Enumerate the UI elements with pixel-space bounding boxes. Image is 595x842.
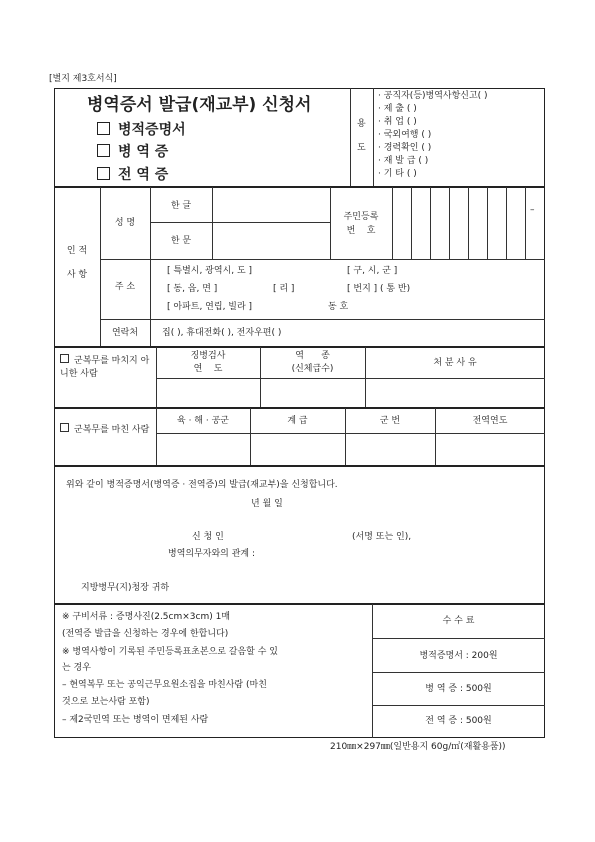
form-title: 병역증서 발급(재교부) 신청서: [87, 95, 312, 115]
branch-field[interactable]: [157, 434, 249, 464]
contact-field[interactable]: 집( ), 휴대전화( ), 전자우편( ): [162, 328, 282, 338]
applicant-label: 신 청 인: [192, 532, 224, 542]
declaration-text: 위와 같이 병적증명서(병역증 · 전역증)의 발급(재교부)을 신청합니다.: [66, 480, 338, 490]
purpose-item[interactable]: · 공직자(등)병역사항신고( ): [378, 91, 488, 101]
checkbox-icon[interactable]: [97, 167, 110, 180]
grid-line: [100, 319, 545, 320]
addressee: 지방병무(지)청장 귀하: [81, 583, 170, 593]
relation-label: 병역의무자와의 관계 :: [168, 549, 256, 559]
option-discharge-card: [97, 166, 168, 184]
signature-note: (서명 또는 인),: [352, 532, 412, 542]
checkbox-icon[interactable]: [60, 354, 69, 363]
address-label: 주 소: [114, 282, 136, 292]
hanja-label: 한 문: [170, 236, 192, 246]
exam-year-field[interactable]: [157, 379, 259, 406]
checkbox-icon[interactable]: [60, 423, 69, 432]
col-branch: 육 · 해 · 공군: [177, 416, 229, 426]
hangul-label: 한 글: [170, 201, 192, 211]
option-service-card: [97, 143, 168, 161]
purpose-item[interactable]: · 제 출 ( ): [378, 104, 417, 114]
date-line[interactable]: 년 월 일: [251, 499, 283, 509]
header-divider: [350, 88, 351, 186]
section-rule: [54, 346, 545, 348]
grid-line: [100, 187, 101, 346]
contact-label: 연락처: [111, 328, 139, 338]
option-certificate: [97, 121, 186, 139]
fee-certificate: 병적증명서 : 200원: [419, 651, 498, 661]
grid-line: [372, 638, 545, 639]
fee-discharge-card: 전 역 증 : 500원: [425, 716, 492, 726]
hangul-name-field[interactable]: [213, 188, 329, 221]
col-exam-year: 징병검사 연 도: [190, 351, 226, 374]
rrn-field[interactable]: [392, 187, 545, 259]
service-number-field[interactable]: [346, 434, 434, 464]
disposition-field[interactable]: [366, 379, 544, 406]
purpose-item[interactable]: · 기 타 ( ): [378, 169, 417, 179]
rrn-label: 주민등록 번 호: [343, 212, 379, 236]
option-label: 병 역 증: [118, 144, 169, 160]
form-code: [별지 제3호서식]: [49, 74, 117, 84]
checkbox-icon[interactable]: [97, 122, 110, 135]
fee-header: 수 수 료: [442, 616, 475, 626]
header-divider: [373, 88, 374, 186]
option-label: 병적증명서: [118, 122, 186, 138]
rank-field[interactable]: [251, 434, 344, 464]
option-label: 전 역 증: [118, 167, 169, 183]
name-label: 성 명: [114, 218, 136, 228]
paper-spec: 210㎜×297㎜(일반용지 60g/㎡(재활용품)): [330, 742, 506, 752]
hanja-name-field[interactable]: [213, 223, 329, 258]
purpose-label: 용 도: [357, 119, 366, 153]
col-rank: 계 급: [287, 416, 308, 426]
col-disposition: 처 분 사 유: [433, 358, 477, 368]
rrn-dash: –: [530, 205, 535, 215]
section-rule: [54, 407, 545, 409]
col-service-number: 군 번: [379, 416, 401, 426]
section-rule: [54, 603, 545, 605]
purpose-item[interactable]: · 취 업 ( ): [378, 117, 417, 127]
checkbox-icon[interactable]: [97, 144, 110, 157]
personal-section-label: 인 적 사 항: [66, 246, 88, 280]
fee-service-card: 병 역 증 : 500원: [425, 684, 492, 694]
applicant-name-field[interactable]: [240, 529, 345, 544]
form-page: [별지 제3호서식] 병역증서 발급(재교부) 신청서 병적증명서 병 역 증 전 역 증 용 도 · 공직자(등)병역사항신고( ) · 제 출 ( ) · 취 업 ( ) · 국외여행 ( ) · 경력확인 ( ) · 재 발 급 ( ) · 기 타 ( ) 인 적 사 항 성 명 한 글 한 문 주민등록 번 호 – 주 소 [ 특별시, 광역시, 도 ] [ 구, 시, 군 ] [ 동, 읍, 면 ] [ 리 ] [ 번지 ] ( 통 반) [ 아파트, 연립, 빌라 ] 동 호 연락처 집( ), 휴대전화( ), 전자우편( ) 군복무를 마치지 아니한 사람 징병검사 연 도 역 종 (신체급수) 처 분 사 유 군복무를 마친 사람 육 · 해 · 공군 계 급 군 번 전역연도 위와 같이 병적증명서(병역증 · 전역증)의 발급(재교부)을 신청합니다. 년 월 일 신 청 인 (서명 또는 인), 병역의무자와의 관계 : 지방병무(지)청장 귀하 ※ 구비서류 : 증명사진(2.5cm×3cm) 1매 (전역증 발급을 신청하는 경우에 한합니다) ※ 병역사항이 기록된 주민등록표초본으로 갈음할 수 있 는 경우 – 현역복무 또는 공익근무요원소집을 마친사람 (마친 것으로 보는사람 포함) – 제2국민역 또는 병역이 면제된 사람 수 수 료 병적증명서 : 200원 병 역 증 : 500원 전 역 증 : 500원 210㎜×297㎜(일반용지 60g/㎡(재활용품)): [0, 0, 595, 842]
purpose-item[interactable]: · 재 발 급 ( ): [378, 156, 429, 166]
served-label: 군복무를 마친 사람: [60, 423, 154, 437]
section-rule: [54, 465, 545, 467]
service-type-field[interactable]: [261, 379, 364, 406]
address-field[interactable]: [ 특별시, 광역시, 도 ] [ 구, 시, 군 ] [ 동, 읍, 면 ] [ 리 ] [ 번지 ] ( 통 반) [ 아파트, 연립, 빌라 ] 동 호: [167, 266, 411, 312]
col-discharge-year: 전역연도: [472, 416, 508, 426]
col-service-type: 역 종 (신체급수): [291, 351, 334, 374]
purpose-item[interactable]: · 경력확인 ( ): [378, 143, 432, 153]
discharge-year-field[interactable]: [436, 434, 544, 464]
purpose-item[interactable]: · 국외여행 ( ): [378, 130, 432, 140]
not-served-label: 군복무를 마치지 아니한 사람: [60, 356, 150, 379]
grid-line: [372, 705, 545, 706]
grid-line: [372, 672, 545, 673]
